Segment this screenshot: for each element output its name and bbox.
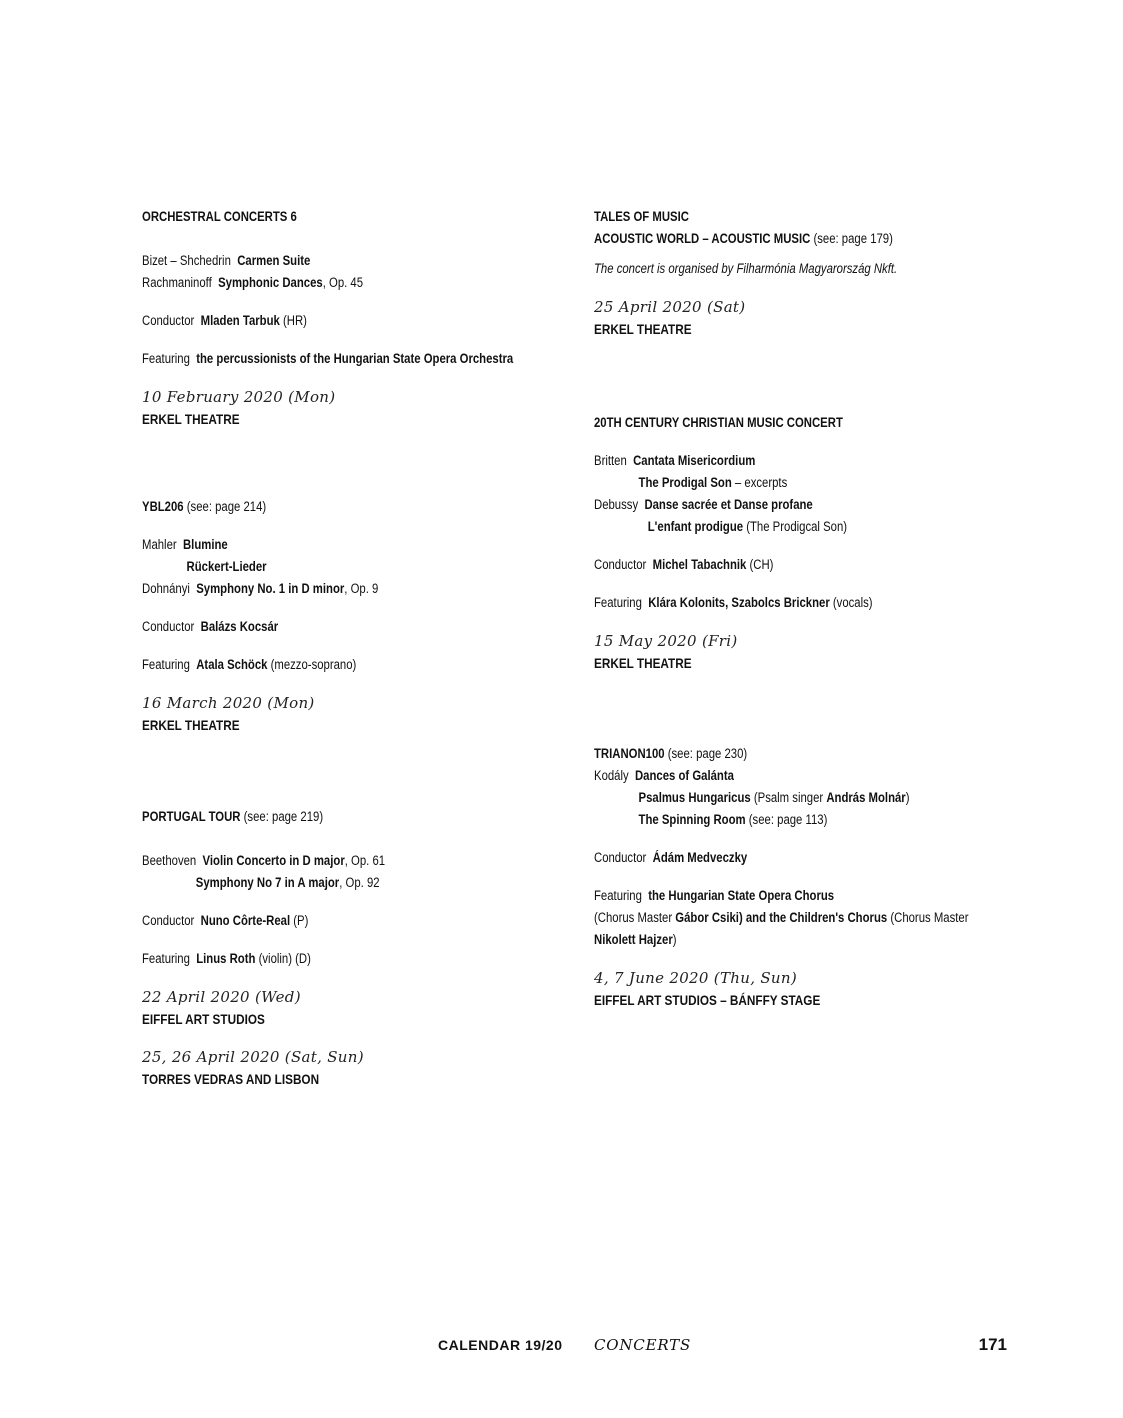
conductor-line: Conductor Nuno Côrte-Real (P) (142, 913, 309, 928)
featuring-line: Featuring the Hungarian State Opera Chorus (594, 888, 835, 903)
concert-tales-of-music (594, 206, 1024, 340)
concert-subtitle: ACOUSTIC WORLD – ACOUSTIC MUSIC (see: page 179) (594, 231, 893, 246)
program-line: Debussy Danse sacrée et Danse profane (594, 497, 813, 512)
concert-title: ORCHESTRAL CONCERTS 6 (142, 209, 297, 224)
featuring-line-cont: (Chorus Master Gábor Csiki) and the Children's Chorus (Chorus Master (594, 910, 969, 925)
concert-christian-music (594, 412, 1024, 674)
program-line: The Prodigal Son – excerpts (638, 475, 788, 490)
concert-venue: TORRES VEDRAS AND LISBON (142, 1071, 320, 1087)
program-line: Beethoven Violin Concerto in D major, Op. 61 (142, 853, 386, 868)
program-line: Rachmaninoff Symphonic Dances, Op. 45 (142, 275, 364, 290)
footer-section: CONCERTS (594, 1336, 692, 1354)
program-line: Bizet – Shchedrin Carmen Suite (142, 253, 311, 268)
program-line: Rückert-Lieder (186, 559, 267, 574)
program-line: Psalmus Hungaricus (Psalm singer András Molnár) (638, 790, 910, 805)
program-line: Britten Cantata Misericordium (594, 453, 756, 468)
concert-date: 15 May 2020 (Fri) (594, 632, 738, 650)
conductor-line: Conductor Ádám Medveczky (594, 850, 748, 865)
organiser-note: The concert is organised by Filharmónia Magyarország Nkft. (594, 261, 898, 276)
program-line: Dohnányi Symphony No. 1 in D minor, Op. 9 (142, 581, 379, 596)
concert-title: PORTUGAL TOUR (see: page 219) (142, 809, 324, 824)
concert-trianon100 (594, 743, 1024, 1011)
concert-title: TALES OF MUSIC (594, 209, 689, 224)
program-line: Mahler Blumine (142, 537, 228, 552)
page-footer (0, 1333, 1123, 1357)
conductor-line: Conductor Michel Tabachnik (CH) (594, 557, 774, 572)
program-line: L'enfant prodigue (The Prodigcal Son) (647, 519, 848, 534)
featuring-line: Featuring the percussionists of the Hungarian State Opera Orchestra (142, 351, 514, 366)
concert-title: 20TH CENTURY CHRISTIAN MUSIC CONCERT (594, 415, 843, 430)
concert-venue: EIFFEL ART STUDIOS – BÁNFFY STAGE (594, 992, 821, 1008)
concert-date: 16 March 2020 (Mon) (142, 694, 315, 712)
concert-portugal-tour (142, 806, 572, 1090)
concert-date: 10 February 2020 (Mon) (142, 388, 336, 406)
concert-venue: EIFFEL ART STUDIOS (142, 1011, 265, 1027)
footer-calendar: CALENDAR 19/20 (438, 1337, 563, 1353)
concert-date: 22 April 2020 (Wed) (142, 988, 301, 1006)
concert-venue: ERKEL THEATRE (142, 411, 240, 427)
featuring-line: Featuring Klára Kolonits, Szabolcs Brickner (vocals) (594, 595, 873, 610)
featuring-line: Featuring Linus Roth (violin) (D) (142, 951, 311, 966)
concert-title: TRIANON100 (see: page 230) (594, 746, 748, 761)
concert-date: 25, 26 April 2020 (Sat, Sun) (142, 1048, 364, 1066)
program-line: Symphony No 7 in A major, Op. 92 (195, 875, 380, 890)
concert-ybl206 (142, 496, 572, 736)
conductor-line: Conductor Mladen Tarbuk (HR) (142, 313, 307, 328)
program-line: Kodály Dances of Galánta (594, 768, 734, 783)
page-number: 171 (978, 1335, 1007, 1354)
concert-date: 4, 7 June 2020 (Thu, Sun) (594, 969, 797, 987)
program-line: The Spinning Room (see: page 113) (638, 812, 828, 827)
concert-title: YBL206 (see: page 214) (142, 499, 267, 514)
concert-date: 25 April 2020 (Sat) (594, 298, 746, 316)
concert-venue: ERKEL THEATRE (594, 321, 692, 337)
concert-venue: ERKEL THEATRE (142, 717, 240, 733)
conductor-line: Conductor Balázs Kocsár (142, 619, 279, 634)
featuring-line: Featuring Atala Schöck (mezzo-soprano) (142, 657, 357, 672)
featuring-line-cont: Nikolett Hajzer) (594, 932, 677, 947)
concert-orchestral-6 (142, 206, 572, 430)
concert-venue: ERKEL THEATRE (594, 655, 692, 671)
